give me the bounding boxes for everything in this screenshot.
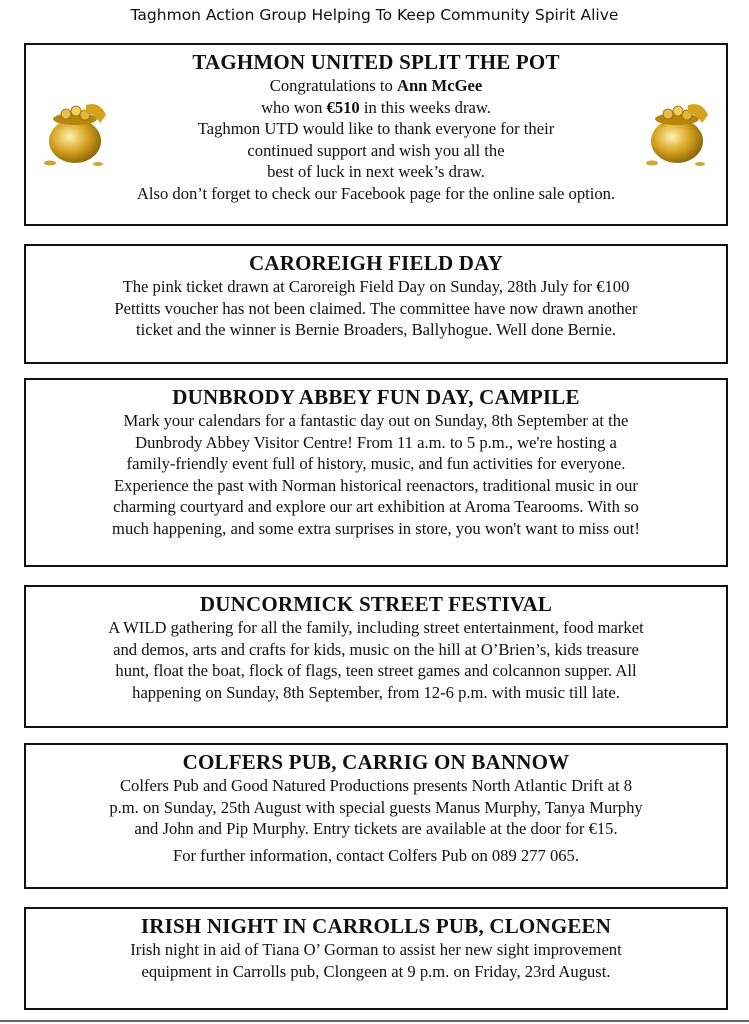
body-line: happening on Sunday, 8th September, from 12-6 p.m. with music till late. [132,682,620,702]
page-header: Taghmon Action Group Helping To Keep Community Spirit Alive [130,6,619,24]
pot-of-gold-icon [640,97,714,169]
body-line: The pink ticket drawn at Caroreigh Field Day on Sunday, 28th July for €100 [122,277,630,296]
body-line: ticket and the winner is Bernie Broaders, Ballyhogue. Well done Bernie. [136,320,616,339]
body-line: Irish night in aid of Tiana O’ Gorman to assist her new sight improvement [130,940,622,959]
prize-amount: €510 [326,97,360,117]
body-line: Also don’t forget to check our Facebook page for the online sale option. [136,183,616,203]
split-the-pot-section [24,43,728,226]
section-title: COLFERS PUB, CARRIG ON BANNOW [182,750,570,774]
body-line: Taghmon UTD would like to thank everyone for their [197,119,555,138]
section-title: DUNCORMICK STREET FESTIVAL [199,592,553,616]
body-line: Dunbrody Abbey Visitor Centre! From 11 a.m. to 5 p.m., we're hosting a [135,432,617,452]
duncormick-festival-section [24,585,728,728]
body-line: A WILD gathering for all the family, including street entertainment, food market [108,618,644,637]
dunbrody-abbey-section [24,378,728,567]
contact-line: For further information, contact Colfers Pub on 089 277 065. [172,845,580,865]
section-title: TAGHMON UNITED SPLIT THE POT [192,50,560,74]
amount-line: who won €510 in this weeks draw. [261,97,491,117]
irish-night-section [24,907,728,1010]
body-line: hunt, float the boat, flock of flags, teen street games and colcannon supper. All [115,661,637,680]
body-line: equipment in Carrolls pub, Clongeen at 9 p.m. on Friday, 23rd August. [141,961,611,981]
body-line: much happening, and some extra surprises in store, you won't want to miss out! [112,518,640,538]
pot-of-gold-icon [38,97,112,169]
body-line: best of luck in next week’s draw. [267,162,485,181]
section-title: DUNBRODY ABBEY FUN DAY, CAMPILE [172,385,580,409]
caroreigh-field-day-section [24,244,728,364]
page-bottom-rule [0,1020,749,1022]
body-line: p.m. on Sunday, 25th August with special guests Manus Murphy, Tanya Murphy [109,797,643,817]
body-line: and John and Pip Murphy. Entry tickets are available at the door for €15. [134,819,618,838]
section-title: IRISH NIGHT IN CARROLLS PUB, CLONGEEN [140,914,612,938]
winner-name: Ann McGee [396,76,483,95]
body-line: and demos, arts and crafts for kids, music on the hill at O’Brien’s, kids treasure [113,639,639,659]
body-line: Colfers Pub and Good Natured Productions presents North Atlantic Drift at 8 [119,776,633,795]
body-line: charming courtyard and explore our art exhibition at Aroma Tearooms. With so [113,497,639,516]
body-line: Mark your calendars for a fantastic day out on Sunday, 8th September at the [123,411,629,430]
body-line: Experience the past with Norman historical reenactors, traditional music in our [114,475,638,495]
section-title: CAROREIGH FIELD DAY [249,251,503,275]
body-line: continued support and wish you all the [247,140,505,160]
body-line: family-friendly event full of history, music, and fun activities for everyone. [126,454,626,473]
congratulations-line: Congratulations to Ann McGee [269,76,483,95]
body-line: Pettitts voucher has not been claimed. The committee have now drawn another [114,298,638,318]
colfers-pub-section [24,743,728,889]
